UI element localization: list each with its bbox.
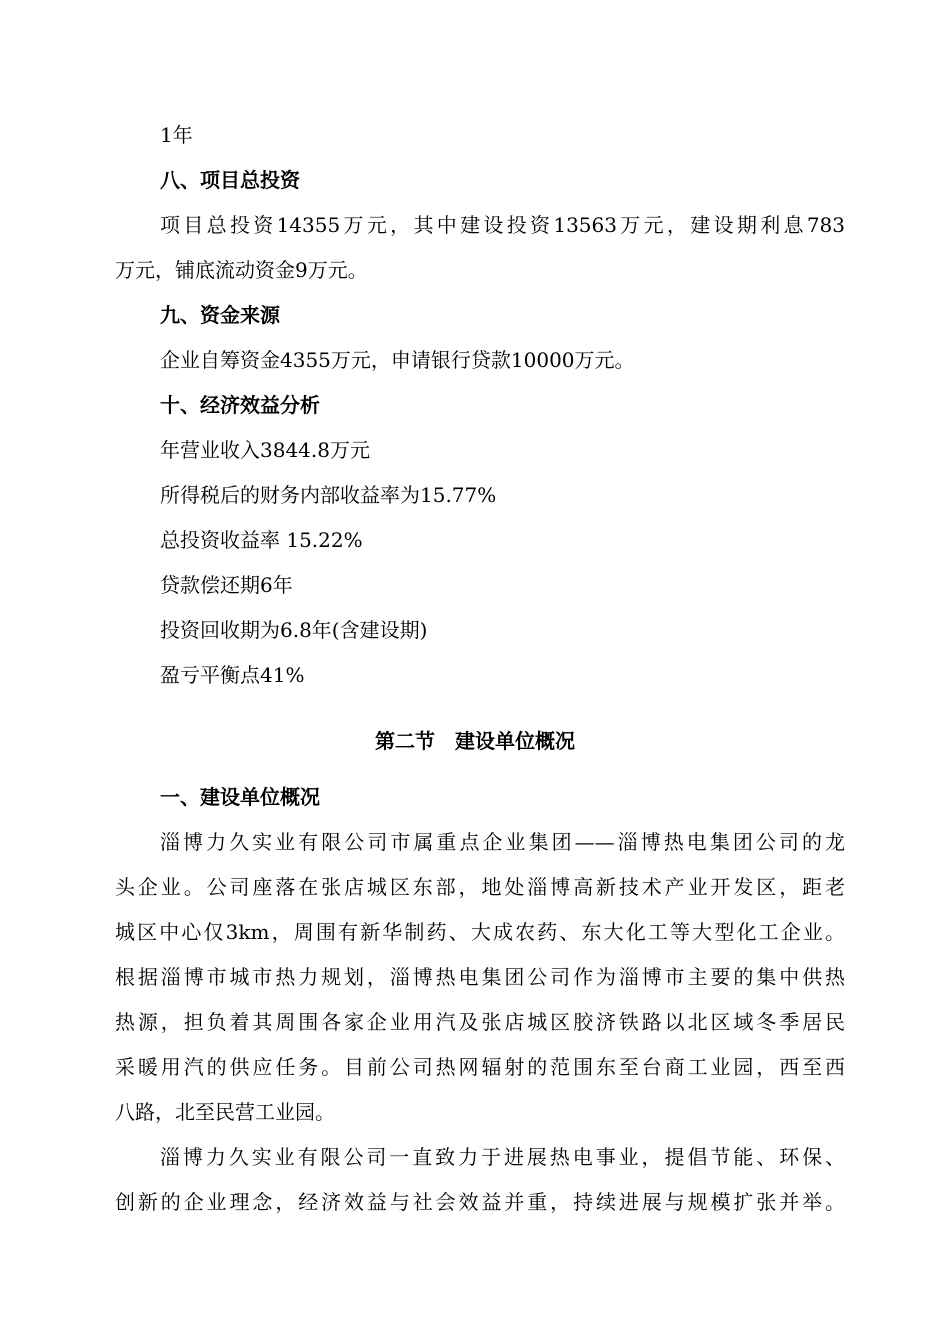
paragraph-line: 企业自筹资金4355万元，申请银行贷款10000万元。 [160,348,635,372]
paragraph-line: 项目总投资14355万元，其中建设投资13563万元，建设期利息783 [160,213,845,237]
list-item: 所得税后的财务内部收益率为15.77% [160,483,497,507]
section-heading-unit-overview: 一、建设单位概况 [160,785,320,809]
list-item: 贷款偿还期6年 [160,573,293,597]
text-line: 1年 [160,123,193,147]
list-item: 投资回收期为6.8年(含建设期) [160,618,428,642]
section-title: 第二节 建设单位概况 [375,729,575,753]
paragraph-line: 热源，担负着其周围各家企业用汽及张店城区胶济铁路以北区域冬季居民 [115,1010,845,1034]
paragraph-line: 头企业。公司座落在张店城区东部，地处淄博高新技术产业开发区，距老 [115,875,845,899]
paragraph-line: 淄博力久实业有限公司市属重点企业集团——淄博热电集团公司的龙 [160,830,845,854]
list-item: 盈亏平衡点41% [160,663,305,687]
paragraph-line: 万元，铺底流动资金9万元。 [115,258,368,282]
paragraph-line: 采暖用汽的供应任务。目前公司热网辐射的范围东至台商工业园，西至西 [115,1055,845,1079]
section-heading-total-investment: 八、项目总投资 [160,168,300,192]
paragraph-line: 八路，北至民营工业园。 [115,1100,335,1124]
section-heading-funding-source: 九、资金来源 [160,303,280,327]
paragraph-line: 淄博力久实业有限公司一直致力于进展热电事业，提倡节能、环保、 [160,1145,845,1169]
paragraph-line: 创新的企业理念，经济效益与社会效益并重，持续进展与规模扩张并举。 [115,1190,845,1214]
list-item: 年营业收入3844.8万元 [160,438,370,462]
section-heading-economic-analysis: 十、经济效益分析 [160,393,320,417]
paragraph-line: 根据淄博市城市热力规划，淄博热电集团公司作为淄博市主要的集中供热 [115,965,845,989]
paragraph-line: 城区中心仅3km，周围有新华制药、大成农药、东大化工等大型化工企业。 [115,920,845,944]
list-item: 总投资收益率 15.22% [160,528,363,552]
